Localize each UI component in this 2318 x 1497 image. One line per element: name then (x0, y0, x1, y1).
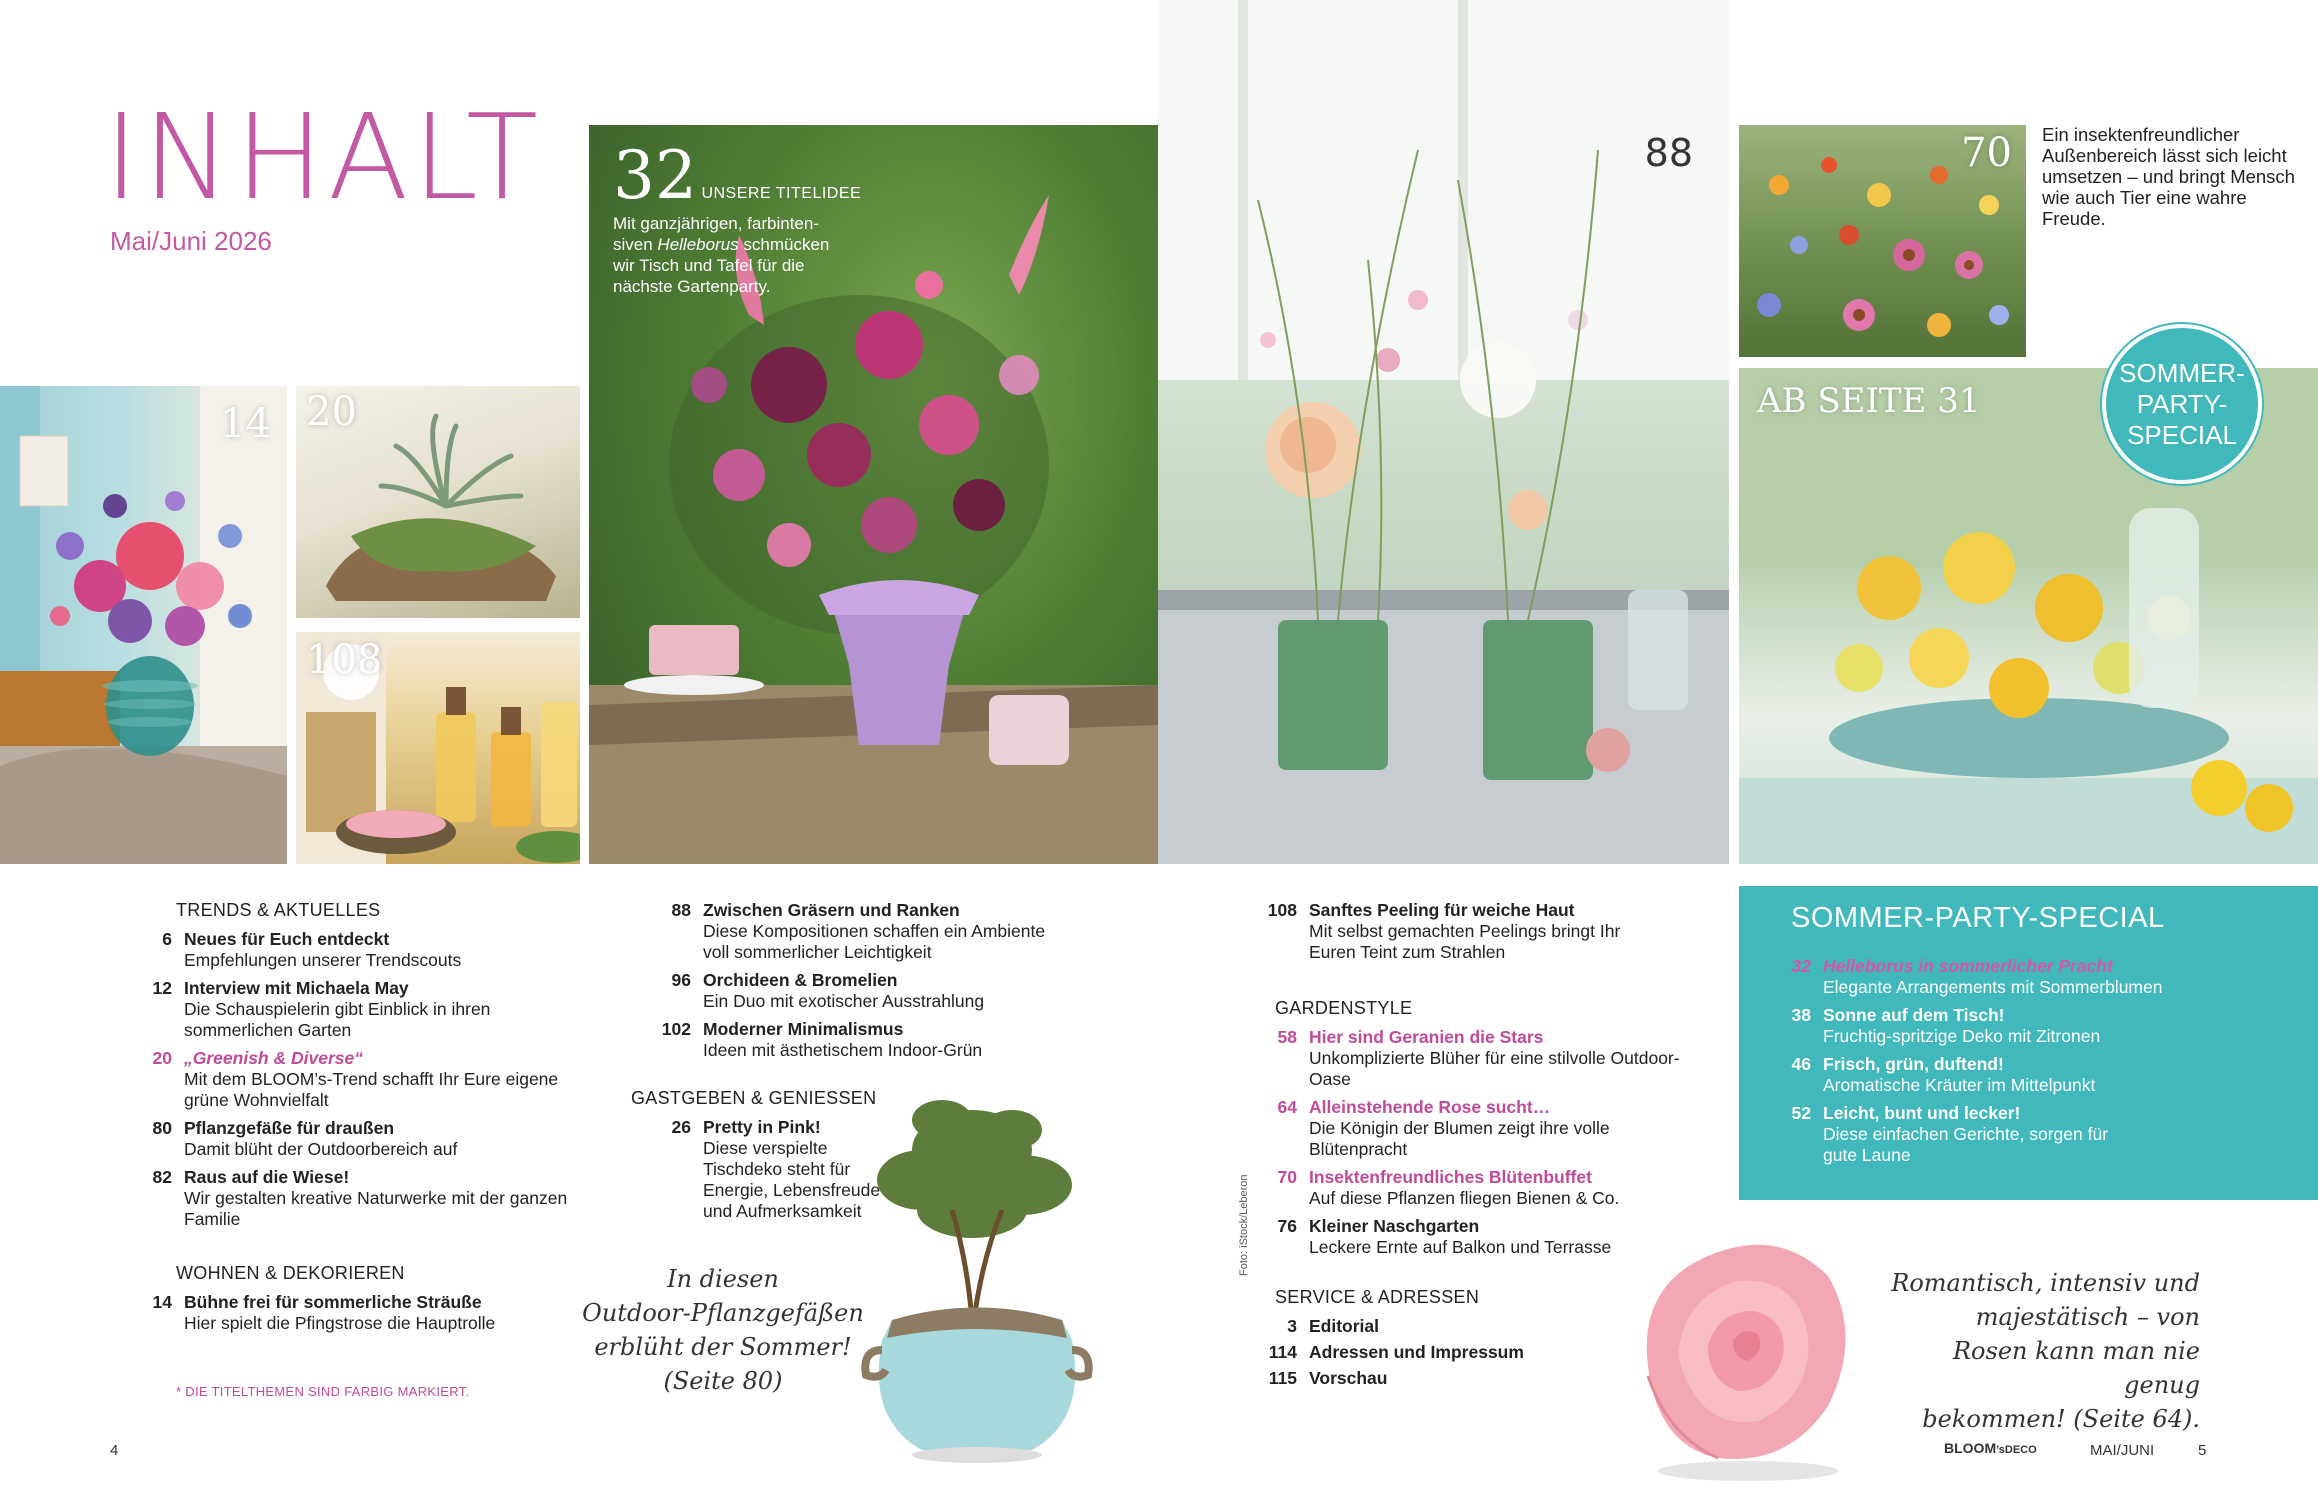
toc-page: 96 (671, 970, 691, 990)
page-number-32: 32 (613, 137, 697, 214)
section-service-heading: SERVICE & ADRESSEN (1275, 1287, 1480, 1307)
toc-page: 3 (1287, 1316, 1297, 1336)
toc-entry[interactable] (112, 1167, 586, 1230)
toc-entry[interactable] (1237, 1027, 1715, 1090)
toc-page: 108 (1267, 900, 1297, 920)
page-number-right: 5 (2198, 1442, 2207, 1459)
section-gast-heading: GASTGEBEN & GENIESSEN (631, 1088, 877, 1108)
toc-entry[interactable] (1237, 900, 1715, 963)
toc-title: Pretty in Pink! (703, 1117, 821, 1137)
toc-desc: Mit selbst gemachten Peelings bringt Ihr Euren Teint zum Strahlen (1309, 921, 1621, 962)
toc-title: Interview mit Michaela May (184, 978, 409, 998)
photo-helleborus-32[interactable] (589, 125, 1158, 864)
toc-title: Adressen und Impressum (1309, 1342, 1524, 1362)
toc-desc: Unkomplizierte Blüher für eine stilvolle Outdoor-Oase (1309, 1048, 1680, 1089)
cover-idea-label: UNSERE TITELIDEE (701, 185, 862, 202)
quote-line: Romantisch, intensiv und (1891, 1269, 2200, 1297)
toc-desc: Damit blüht der Outdoorbereich auf (184, 1139, 458, 1159)
footer-issue: MAI/JUNI (2090, 1442, 2155, 1459)
toc-desc: Diese einfachen Gerichte, sorgen für gute Laune (1823, 1124, 2109, 1165)
toc-title: Sonne auf dem Tisch! (1823, 1005, 2005, 1025)
toc-title: Moderner Minimalismus (703, 1019, 904, 1039)
toc-entry[interactable] (112, 1292, 586, 1334)
badge-line: SOMMER- (2119, 357, 2245, 388)
photo-airplants-20[interactable] (296, 386, 580, 618)
section-garden-heading: GARDENSTYLE (1275, 998, 1413, 1018)
toc-page: 20 (152, 1048, 172, 1068)
photo-bouquet-14[interactable] (0, 386, 287, 864)
photo-vases-88[interactable] (1158, 0, 1729, 864)
toc-page: 14 (152, 1292, 172, 1312)
page-number-70: 70 (1961, 130, 2012, 176)
toc-desc: Wir gestalten kreative Naturwerke mit der ganzen Familie (184, 1188, 568, 1229)
toc-desc: Hier spielt die Pfingstrose die Hauptrolle (184, 1313, 496, 1333)
footnote: * DIE TITELTHEMEN SIND FARBIG MARKIERT. (176, 1384, 470, 1399)
toc-desc: Leckere Ernte auf Balkon und Terrasse (1309, 1237, 1612, 1257)
caption-line: wir Tisch und Tafel für die (613, 256, 805, 275)
toc-entry[interactable] (1237, 1097, 1715, 1160)
caption-line: nächste Gartenparty. (613, 277, 771, 296)
caption-70: Ein insektenfreundlicher Außenbereich lässt sich leicht umsetzen – und bringt Mensch wie auch Tier eine wahre Freude. (2042, 124, 2295, 229)
quote-outdoor (578, 1262, 868, 1398)
toc-page: 6 (162, 929, 172, 949)
quote-line: bekommen! (Seite 64). (1922, 1405, 2200, 1433)
issue-date: Mai/Juni 2026 (110, 226, 272, 256)
ab-seite-label: AB SEITE 31 (1757, 381, 1981, 421)
toc-page: 38 (1791, 1005, 1811, 1025)
rose-image (1628, 1226, 1858, 1486)
section-trends-heading: TRENDS & AKTUELLES (176, 900, 381, 920)
toc-title: Editorial (1309, 1316, 1380, 1336)
toc-page: 114 (1268, 1342, 1297, 1362)
toc-page: 58 (1277, 1027, 1297, 1047)
toc-desc: Auf diese Pflanzen fliegen Bienen & Co. (1309, 1188, 1620, 1208)
page-number-left: 4 (110, 1442, 119, 1459)
toc-entry[interactable] (1751, 1103, 2291, 1166)
photo-peeling-108[interactable] (296, 632, 580, 864)
toc-column-1 (152, 900, 586, 1341)
toc-entry[interactable] (112, 978, 586, 1041)
caption-line: Mit ganzjährigen, farbinten- (613, 214, 820, 233)
toc-entry[interactable] (631, 970, 1091, 1012)
vases-illustration (1158, 0, 1729, 864)
page-number-108: 108 (306, 637, 383, 683)
toc-desc: Ideen mit ästhetischem Indoor-Grün (703, 1040, 983, 1060)
badge-line: PARTY- (2136, 388, 2228, 419)
toc-desc: Fruchtig-spritzige Deko mit Zitronen (1823, 1026, 2101, 1046)
page-number-14: 14 (220, 401, 271, 447)
toc-title: Vorschau (1309, 1368, 1388, 1388)
cover-idea-block (613, 137, 862, 297)
toc-title: Orchideen & Bromelien (703, 970, 898, 990)
quote-line: majestätisch – von (1975, 1303, 2200, 1331)
toc-page: 52 (1791, 1103, 1811, 1123)
toc-entry[interactable] (631, 1019, 1091, 1061)
toc-page: 82 (152, 1167, 172, 1187)
toc-desc: Mit dem BLOOM’s-Trend schafft Ihr Eure eigene grüne Wohnvielfalt (184, 1069, 559, 1110)
toc-desc: Empfehlungen unserer Trendscouts (184, 950, 462, 970)
photo-meadow-70[interactable] (1739, 125, 2026, 357)
toc-page: 102 (661, 1019, 691, 1039)
toc-title: Raus auf die Wiese! (184, 1167, 350, 1187)
special-heading: SOMMER-PARTY-SPECIAL (1791, 902, 2165, 934)
toc-title: Helleborus in sommerlicher Pracht (1823, 956, 2113, 976)
brand-logo: BLOOM’sDECO (1944, 1440, 2037, 1456)
toc-page: 80 (152, 1118, 172, 1138)
toc-title: Hier sind Geranien die Stars (1309, 1027, 1544, 1047)
olive-pot-image (852, 1090, 1102, 1470)
toc-page: 26 (671, 1117, 691, 1137)
toc-entry[interactable] (1751, 956, 2291, 998)
page-number-88: 88 (1644, 131, 1693, 175)
toc-page: 70 (1277, 1167, 1297, 1187)
toc-desc: Diese Kompositionen schaffen ein Ambiente voll sommerlicher Leichtigkeit (703, 921, 1046, 962)
toc-page: 64 (1277, 1097, 1297, 1117)
toc-entry[interactable] (1237, 1167, 1715, 1209)
toc-entry[interactable] (1751, 1005, 2291, 1047)
toc-title: Frisch, grün, duftend! (1823, 1054, 2004, 1074)
section-wohnen-heading: WOHNEN & DEKORIEREN (176, 1263, 405, 1283)
toc-title: Zwischen Gräsern und Ranken (703, 900, 960, 920)
toc-page: 46 (1791, 1054, 1811, 1074)
quote-line: (Seite 80) (663, 1367, 783, 1395)
toc-desc: Diese verspielte Tischdeko steht für Energie, Lebensfreude und Aufmerksamkeit (703, 1138, 881, 1221)
toc-page: 12 (152, 978, 172, 998)
toc-title: Leicht, bunt und lecker! (1823, 1103, 2021, 1123)
special-list (1751, 956, 2291, 1173)
photo-credit: Foto: iStock/Leberon (1238, 1174, 1250, 1276)
badge-line: SPECIAL (2127, 419, 2237, 450)
toc-entry[interactable] (631, 900, 1091, 963)
toc-title: Neues für Euch entdeckt (184, 929, 390, 949)
toc-title: Bühne frei für sommerliche Sträuße (184, 1292, 482, 1312)
caption-line: siven Helleborus schmücken (613, 235, 830, 254)
toc-entry[interactable] (112, 1118, 586, 1160)
toc-desc: Die Schauspielerin gibt Einblick in ihren sommerlichen Garten (184, 999, 491, 1040)
cover-idea-caption (613, 213, 861, 297)
toc-title: Insektenfreundliches Blütenbuffet (1309, 1167, 1592, 1187)
page-number-20: 20 (306, 389, 357, 435)
toc-page: 115 (1268, 1368, 1297, 1388)
toc-title: „Greenish & Diverse“ (184, 1048, 363, 1068)
toc-entry[interactable] (112, 1048, 586, 1111)
quote-line: In diesen (667, 1265, 779, 1293)
quote-rose (1880, 1266, 2200, 1436)
special-badge (2102, 324, 2262, 484)
toc-page: 76 (1277, 1216, 1297, 1236)
toc-desc: Aromatische Kräuter im Mittelpunkt (1823, 1075, 2096, 1095)
quote-line: Rosen kann man nie genug (1952, 1337, 2200, 1399)
toc-page: 88 (671, 900, 691, 920)
bouquet-illustration (0, 386, 287, 864)
toc-title: Kleiner Naschgarten (1309, 1216, 1480, 1236)
page-title: INHALT (104, 88, 543, 226)
special-box (1739, 886, 2318, 1200)
quote-line: Outdoor-Pflanzgefäßen (582, 1299, 864, 1327)
toc-page: 32 (1791, 956, 1811, 976)
quote-line: erblüht der Sommer! (594, 1333, 852, 1361)
toc-desc: Ein Duo mit exotischer Ausstrahlung (703, 991, 985, 1011)
toc-title: Sanftes Peeling für weiche Haut (1309, 900, 1575, 920)
toc-title: Pflanzgefäße für draußen (184, 1118, 395, 1138)
toc-desc: Die Königin der Blumen zeigt ihre volle Blütenpracht (1309, 1118, 1610, 1159)
toc-entry[interactable] (1751, 1054, 2291, 1096)
toc-title: Alleinstehende Rose sucht… (1309, 1097, 1551, 1117)
toc-desc: Elegante Arrangements mit Sommerblumen (1823, 977, 2163, 997)
toc-entry[interactable] (112, 929, 586, 971)
